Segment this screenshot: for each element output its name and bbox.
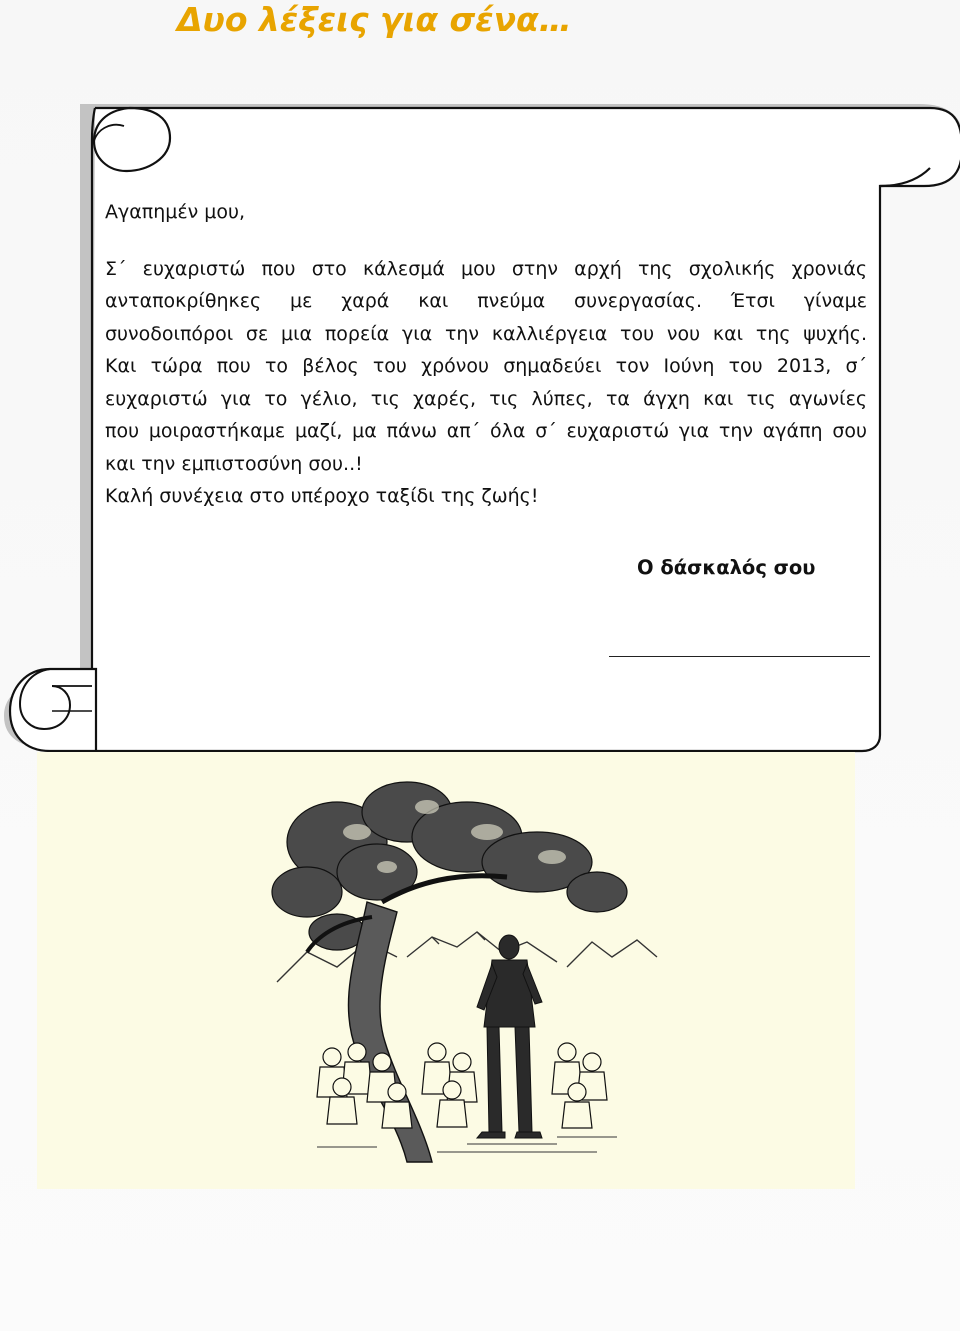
letter-body (105, 196, 867, 513)
paragraph-line: συνοδοιπόροι σε μια πορεία για την καλλιέργεια του νου και της ψυχής. (105, 322, 867, 345)
signature-label: Ο δάσκαλός σου (637, 556, 816, 579)
paragraph-line: Και τώρα που το βέλος του χρόνου σημαδεύει τον Ιούνη του 2013, σ΄ (105, 355, 867, 377)
illustration-panel (37, 752, 855, 1189)
letter-paragraph (105, 253, 867, 481)
paragraph-line: που μοιραστήκαμε μαζί, μα πάνω απ΄ όλα σ΄ ευχαριστώ για την αγάπη σου (105, 420, 867, 442)
pupils-group (317, 1043, 607, 1128)
paragraph-line: ανταποκρίθηκες με χαρά και πνεύμα συνεργασίας. Έτσι γίναμε (105, 290, 867, 312)
ground (317, 1137, 617, 1152)
tree-canopy (272, 782, 627, 950)
letter-closing: Καλή συνέχεια στο υπέροχο ταξίδι της ζωής! (105, 485, 539, 507)
top-scroll-curl (94, 108, 170, 171)
letter-salutation: Αγαπημέν μου, (105, 201, 246, 223)
signature-line (609, 656, 870, 657)
bottom-scroll-curl (10, 669, 96, 751)
paragraph-line: Σ΄ ευχαριστώ που στο κάλεσμά μου στην αρχή της σχολικής χρονιάς (105, 257, 867, 280)
teacher-under-tree-with-pupils-icon (37, 752, 855, 1189)
paragraph-line: ευχαριστώ για το γέλιο, τις χαρές, τις λύπες, τα άγχη και τις αγωνίες (105, 387, 867, 410)
teacher-figure (477, 935, 542, 1138)
paragraph-line: και την εμπιστοσύνη σου..! (105, 452, 363, 475)
page-title: Δυο λέξεις για σένα… (177, 0, 572, 39)
